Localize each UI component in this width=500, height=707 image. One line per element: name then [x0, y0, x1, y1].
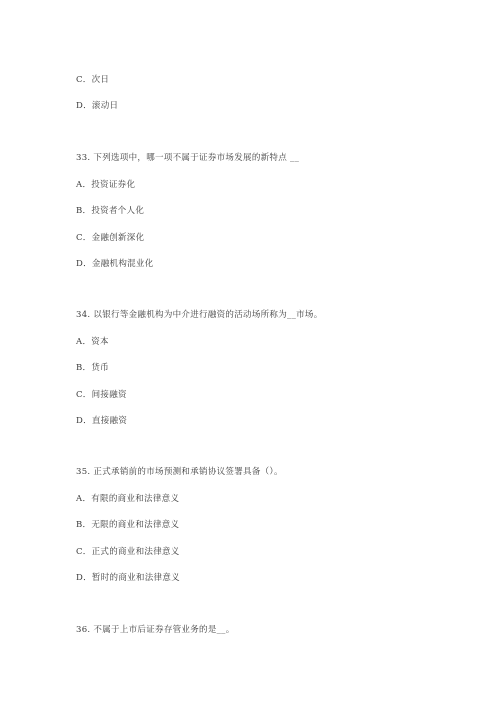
question-33-option-b: B．投资者个人化	[76, 206, 145, 216]
question-34-option-c: C．间接融资	[76, 390, 127, 400]
question-33-stem: 33. 下列选项中，哪一项不属于证券市场发展的新特点 __	[76, 153, 300, 163]
question-35-option-b: B．无限的商业和法律意义	[76, 520, 180, 530]
question-34-option-d: D．直接融资	[76, 416, 128, 426]
question-35-option-c: C．正式的商业和法律意义	[76, 547, 180, 557]
question-34-stem: 34. 以银行等金融机构为中介进行融资的活动场所称为__市场。	[76, 310, 323, 320]
question-34-option-a: A．资本	[76, 337, 109, 347]
question-33-option-d: D．金融机构混业化	[76, 259, 154, 269]
question-33-option-a: A．投资证券化	[76, 180, 136, 190]
question-36-stem: 36. 不属于上市后证券存管业务的是__。	[76, 625, 235, 635]
prev-option-c: C．次日	[76, 75, 110, 85]
question-34-option-b: B．货币	[76, 363, 109, 373]
question-35-stem: 35. 正式承销前的市场预测和承销协议签署具备（）。	[76, 467, 283, 477]
question-35-option-d: D．暂时的商业和法律意义	[76, 573, 180, 583]
question-33-option-c: C．金融创新深化	[76, 233, 145, 243]
prev-option-d: D．滚动日	[76, 101, 119, 111]
question-35-option-a: A．有限的商业和法律意义	[76, 494, 180, 504]
